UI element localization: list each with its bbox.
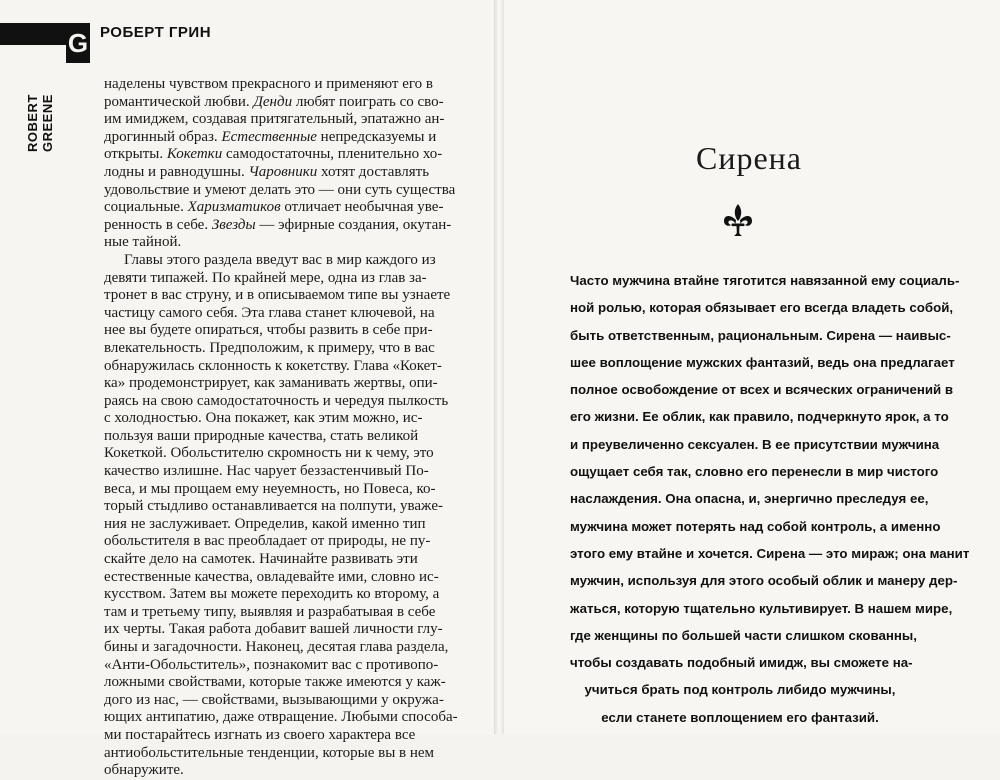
text-line: удовольствие и умеют делать это — они суть существа	[104, 181, 456, 198]
text-line: Кокеткой. Обольстителю скромность ни к чему, это	[104, 445, 434, 462]
text-line: кусством. Затем вы можете переходить ко второму, а	[104, 586, 440, 603]
text-line: девяти типажей. По крайней мере, одна из глав за-	[104, 269, 427, 286]
publisher-logo: G	[66, 23, 90, 63]
italic-term: Денди	[253, 93, 293, 110]
epigraph-line: мужчин, используя для этого особый облик и манеру дер-	[570, 573, 958, 589]
text-line: частицу самого себя. Эта глава станет ключевой, на	[104, 304, 435, 321]
text-line: ренность в себе. Звезды — эфирные создания, окутан-	[104, 216, 452, 233]
text-line: бины и загадочности. Наконец, десятая глава раздела,	[104, 639, 449, 655]
text-line: ложными свойствами, которые также имеются у каж-	[104, 674, 446, 691]
epigraph-line: ощущает себя так, словно его перенесли в мир чистого	[570, 464, 939, 480]
epigraph-line: полное освобождение от всех и всяческих ограничений в	[570, 382, 954, 398]
text-line: ные тайной.	[104, 234, 182, 251]
epigraph-line: и преувеличенно сексуален. В ее присутствии мужчина	[570, 436, 940, 452]
text-line: дрогинный образ. Естественные непредсказуемы и	[104, 128, 437, 145]
italic-term: Звезды	[211, 216, 256, 233]
text-line: социальные. Харизматиков отличает необычная уве-	[104, 199, 444, 216]
text-line: Главы этого раздела введут вас в мир каждого из	[124, 251, 436, 268]
text-line: «Анти-Обольститель», познакомит вас с противопо-	[104, 656, 439, 673]
text-line: ющих антипатию, даже отвращение. Любыми способа-	[104, 709, 458, 726]
text-line: ния не заслуживает. Определив, какой именно тип	[104, 515, 426, 532]
text-line: раясь на свою самодостаточность и чередуя пылкость	[104, 392, 449, 409]
fleur-de-lis-icon	[720, 202, 756, 238]
italic-term: Естественные	[221, 128, 317, 145]
text-line: там и третьему типу, выявляя и разрабатывая в себе	[104, 603, 436, 620]
text-line: обнаружите.	[104, 762, 184, 779]
text-line: торый стыдливо останавливается на полпути, уважe-	[104, 498, 444, 515]
text-line: антиобольстительные тенденции, которые вы в нем	[104, 744, 435, 761]
header-bar	[0, 23, 70, 45]
epigraph	[570, 267, 970, 731]
text-line: дого из нас, — свойствами, вызывающими у окружа-	[104, 691, 444, 708]
epigraph-line: ной ролью, которая обязывает его всегда владеть собой,	[570, 300, 954, 316]
vertical-author: ROBERT GREENE	[25, 94, 55, 152]
epigraph-line: его жизни. Ее облик, как правило, подчеркнуто ярок, а то	[570, 409, 949, 425]
epigraph-line: быть ответственным, рациональным. Сирена — наивыс-	[570, 327, 951, 343]
italic-term: Чаровники	[248, 163, 318, 180]
text-line: нее вы будете опираться, чтобы развить в себе при-	[104, 322, 433, 339]
text-line: им имиджем, создавая притягательный, эпатажно ан-	[104, 111, 445, 128]
italic-term: Харизматиков	[187, 199, 281, 216]
text-line: открыты. Кокетки самодостаточны, пленительно хо-	[104, 146, 443, 163]
text-line: веса, и мы прощаем ему неуемность, но Повеса, ко-	[104, 480, 436, 497]
running-head: РОБЕРТ ГРИН	[100, 24, 212, 41]
epigraph-line: жаться, которую тщательно культивирует. В нашем мире,	[570, 600, 953, 616]
epigraph-line: чтобы создавать подобный имидж, вы сможете на-	[570, 655, 913, 671]
text-line: скайте дело на самотек. Начинайте развивать эти	[104, 551, 418, 568]
text-line: качество излишне. Нас чарует беззастенчивый По-	[104, 463, 429, 480]
body-text	[104, 76, 458, 780]
epigraph-line: где женщины по большей части слишком скованны,	[570, 627, 917, 643]
text-line: естественные качества, овладевайте ими, словно ис-	[104, 568, 439, 585]
book-spine-shadow	[494, 0, 504, 734]
left-page	[0, 0, 498, 779]
epigraph-line: Часто мужчина втайне тяготится навязанной ему социаль-	[570, 273, 960, 288]
text-line: обольстителя в вас преобладает от природы, не пу-	[104, 533, 431, 550]
text-line: тронет в вас струну, и в описываемом типе вы узнаете	[104, 287, 451, 304]
text-line: влекательность. Предположим, к примеру, что в вас	[104, 339, 435, 356]
text-line: их черты. Такая работа добавит вашей личности глу-	[104, 621, 443, 638]
text-line: романтической любви. Денди любят поиграть со сво-	[104, 93, 444, 110]
epigraph-line: шее воплощение мужских фантазий, ведь она предлагает	[570, 354, 955, 370]
text-line: наделены чувством прекрасного и применяют его в	[104, 76, 433, 92]
epigraph-line: мужчина может потерять над собой контроль, а именно	[570, 518, 941, 534]
text-line: с холодностью. Она покажет, как этим можно, ис-	[104, 410, 423, 427]
epigraph-line: учиться брать под контроль либидо мужчины,	[584, 682, 896, 698]
text-line: пользуя ваши природные качества, стать великой	[104, 427, 419, 444]
text-line: ка» продемонстрирует, как заманивать жертвы, опи-	[104, 375, 438, 392]
right-page	[498, 0, 1000, 734]
text-line: обнаружилась склонность к кокетству. Глава «Кокет-	[104, 357, 442, 374]
epigraph-line: если станете воплощением его фантазий.	[601, 709, 879, 725]
text-line: лодны и равнодушны. Чаровники хотят доставлять	[104, 163, 430, 180]
text-line: ми постарайтесь изгнать из своего характера все	[104, 726, 416, 743]
italic-term: Кокетки	[166, 146, 223, 163]
chapter-title: Сирена	[696, 140, 802, 176]
epigraph-line: этого ему втайне и хочется. Сирена — это мираж; она манит	[570, 545, 970, 561]
epigraph-line: наслаждения. Она опасна, и, энергично преследуя ее,	[570, 491, 929, 507]
